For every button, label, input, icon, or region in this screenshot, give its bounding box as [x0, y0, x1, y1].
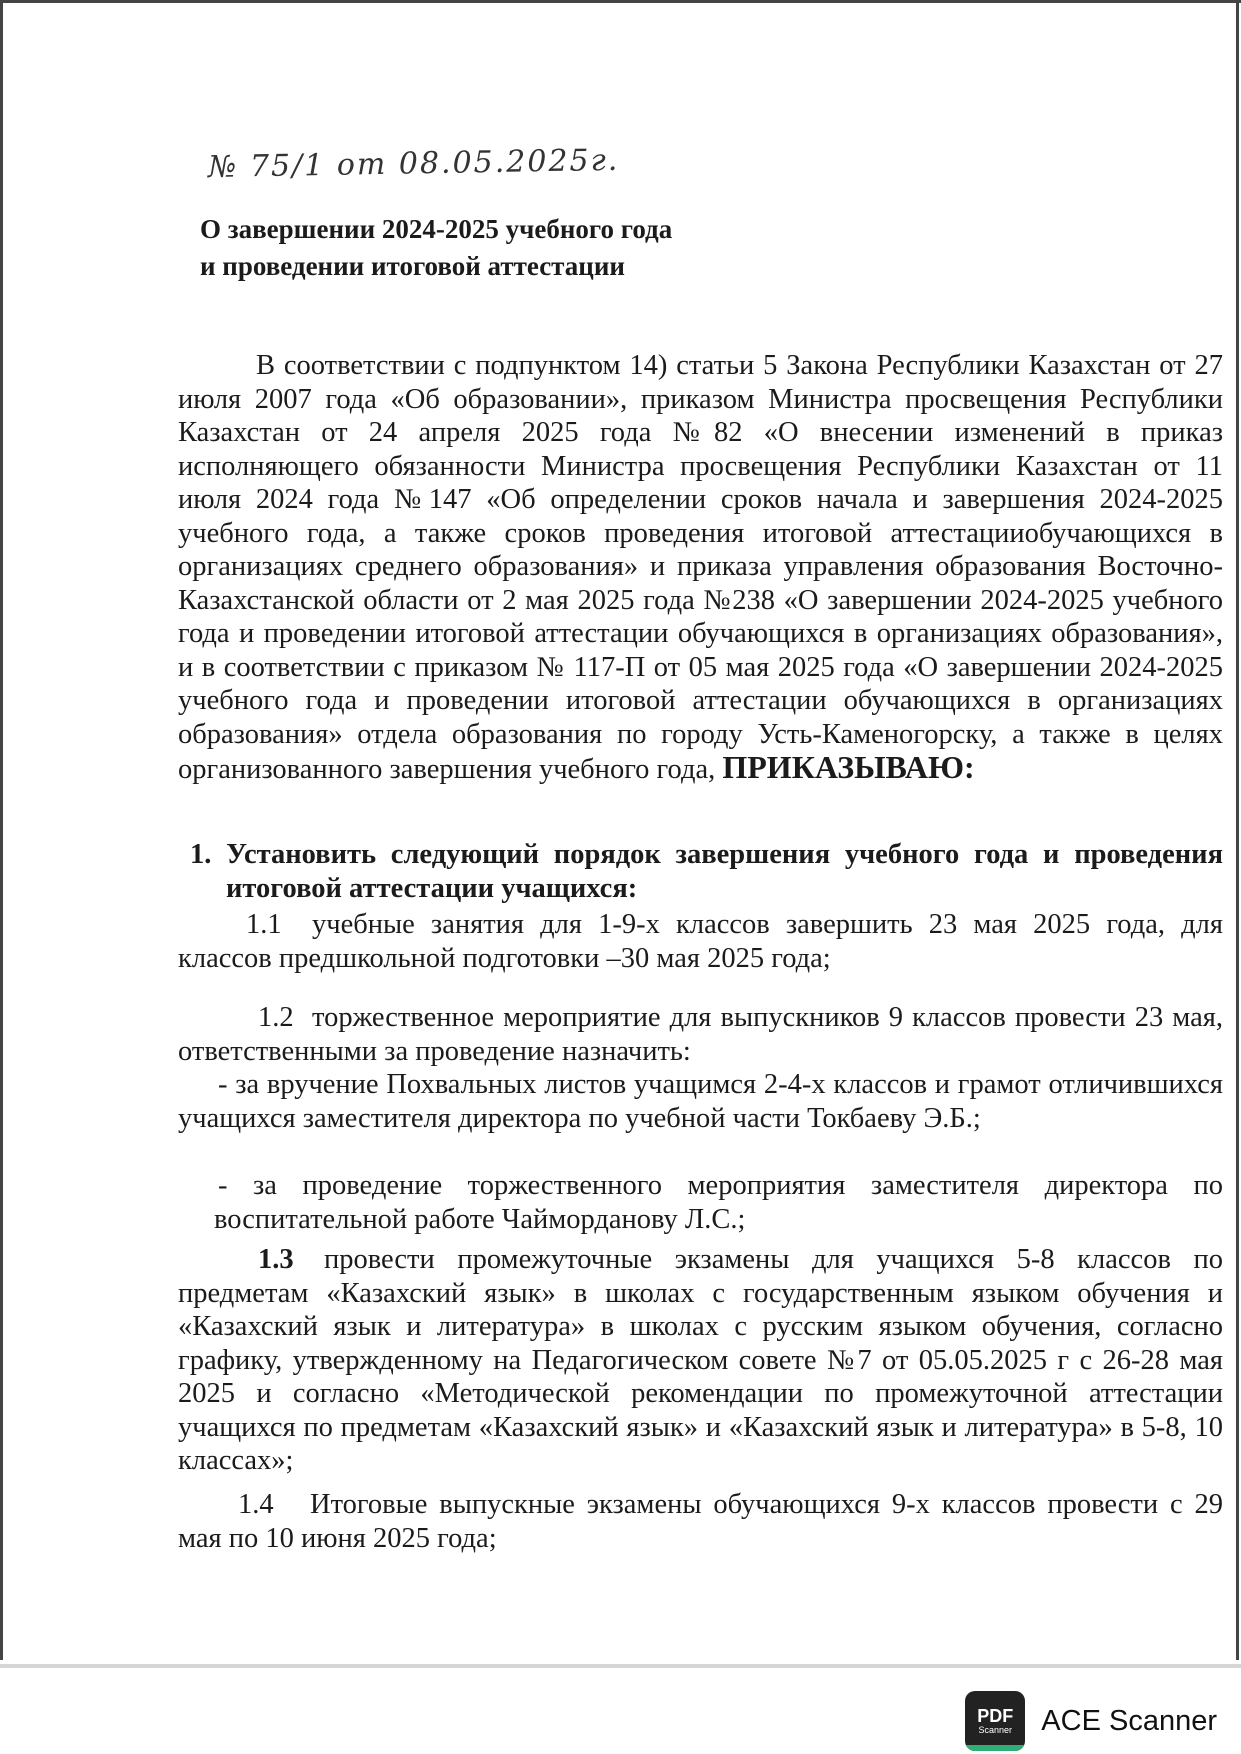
preamble-paragraph	[178, 349, 1223, 787]
item-1-3-number: 1.3	[258, 1244, 294, 1275]
logo-badge-top: PDF	[977, 1705, 1014, 1726]
item-1-1	[178, 908, 1223, 975]
logo-accent-bar	[965, 1745, 1025, 1751]
item-1-1-text: учебные занятия для 1-9-х классов завершить 23 мая 2025 года, для классов предшкольной подготовки –30 мая 2025 года;	[178, 909, 1223, 974]
item-1-2-text: торжественное мероприятие для выпускников 9 классов провести 23 мая, ответственными за проведение назначить:	[178, 1002, 1223, 1067]
item-1-3-text: провести промежуточные экзамены для учащихся 5-8 классов по предметам «Казахский язык» в школах с государственным языком обучения и «Казахский язык и литература» в школах с русским языком обучения, согласно графику, утвержденному на Педагогическом совете №7 от 05.05.2025 г с 26-28 мая 2025 и согласно «Методической рекомендации по промежуточной аттестации учащихся по предметам «Казахский язык» и «Казахский язык и литература» в 5-8, 10 классах»;	[178, 1244, 1223, 1476]
dash-item-awards: - за вручение Похвальных листов учащимся 2-4-х классов и грамот отличившихся учащихся заместителя директора по учебной части Токбаеву Э.Б.;	[178, 1069, 1223, 1134]
scan-edge-left	[0, 0, 3, 1660]
item-1-3	[178, 1243, 1223, 1478]
pdf-scanner-logo-icon	[965, 1691, 1025, 1751]
dash-item-ceremony: - за проведение торжественного мероприятия заместителя директора по воспитательной работе Чайморданову Л.С.;	[214, 1170, 1223, 1235]
scan-bottom-edge	[0, 1664, 1241, 1668]
item-1-4	[178, 1488, 1223, 1555]
item-1-text: Установить следующий порядок завершения учебного года и проведения итоговой аттестации учащихся:	[226, 839, 1224, 904]
brand-name: ACE Scanner	[1041, 1704, 1217, 1737]
item-1	[178, 838, 1223, 905]
item-1-4-text: Итоговые выпускные экзамены обучающихся 9-х классов провести с 29 мая по 10 июня 2025 года;	[178, 1489, 1223, 1554]
scan-edge-right	[1236, 0, 1239, 1660]
item-1-4-number: 1.4	[238, 1489, 274, 1520]
logo-badge-bottom: Scanner	[978, 1724, 1013, 1735]
item-1-2-number: 1.2	[258, 1002, 294, 1033]
preamble-text: В соответствии с подпунктом 14) статьи 5 Закона Республики Казахстан от 27 июля 2007 года «Об образовании», приказом Министра просвещения Республики Казахстан от 24 апреля 2025 года №82 «О внесении изменений в приказ исполняющего обязанности Министра просвещения Республики Казахстан от 11 июля 2024 года №147 «Об определении сроков начала и завершения 2024-2025 учебного года, а также сроков проведения итоговой аттестацииобучающихся в организациях среднего образования» и приказа управления образования Восточно-Казахстанской области от 2 мая 2025 года №238 «О завершении 2024-2025 учебного года и проведении итоговой аттестации обучающихся в организациях образования», и в соответствии с приказом № 117-П от 05 мая 2025 года «О завершении 2024-2025 учебного года и проведении итоговой аттестации обучающихся в организациях образования» отдела образования по городу Усть-Каменогорску, а также в целях организованного завершения учебного года,	[178, 350, 1223, 785]
title-line-2: и проведении итоговой аттестации	[200, 251, 625, 281]
title-line-1: О завершении 2024-2025 учебного года	[200, 214, 673, 244]
item-1-2	[178, 1001, 1223, 1068]
document-title	[200, 211, 672, 285]
scanner-watermark	[965, 1691, 1217, 1751]
item-1-1-number: 1.1	[246, 909, 282, 940]
order-word: ПРИКАЗЫВАЮ:	[722, 749, 975, 785]
handwritten-registration-note: № 75/1 от 08.05.2025г.	[207, 142, 620, 185]
item-1-number: 1.	[190, 839, 212, 870]
scan-edge-top	[0, 0, 1241, 3]
